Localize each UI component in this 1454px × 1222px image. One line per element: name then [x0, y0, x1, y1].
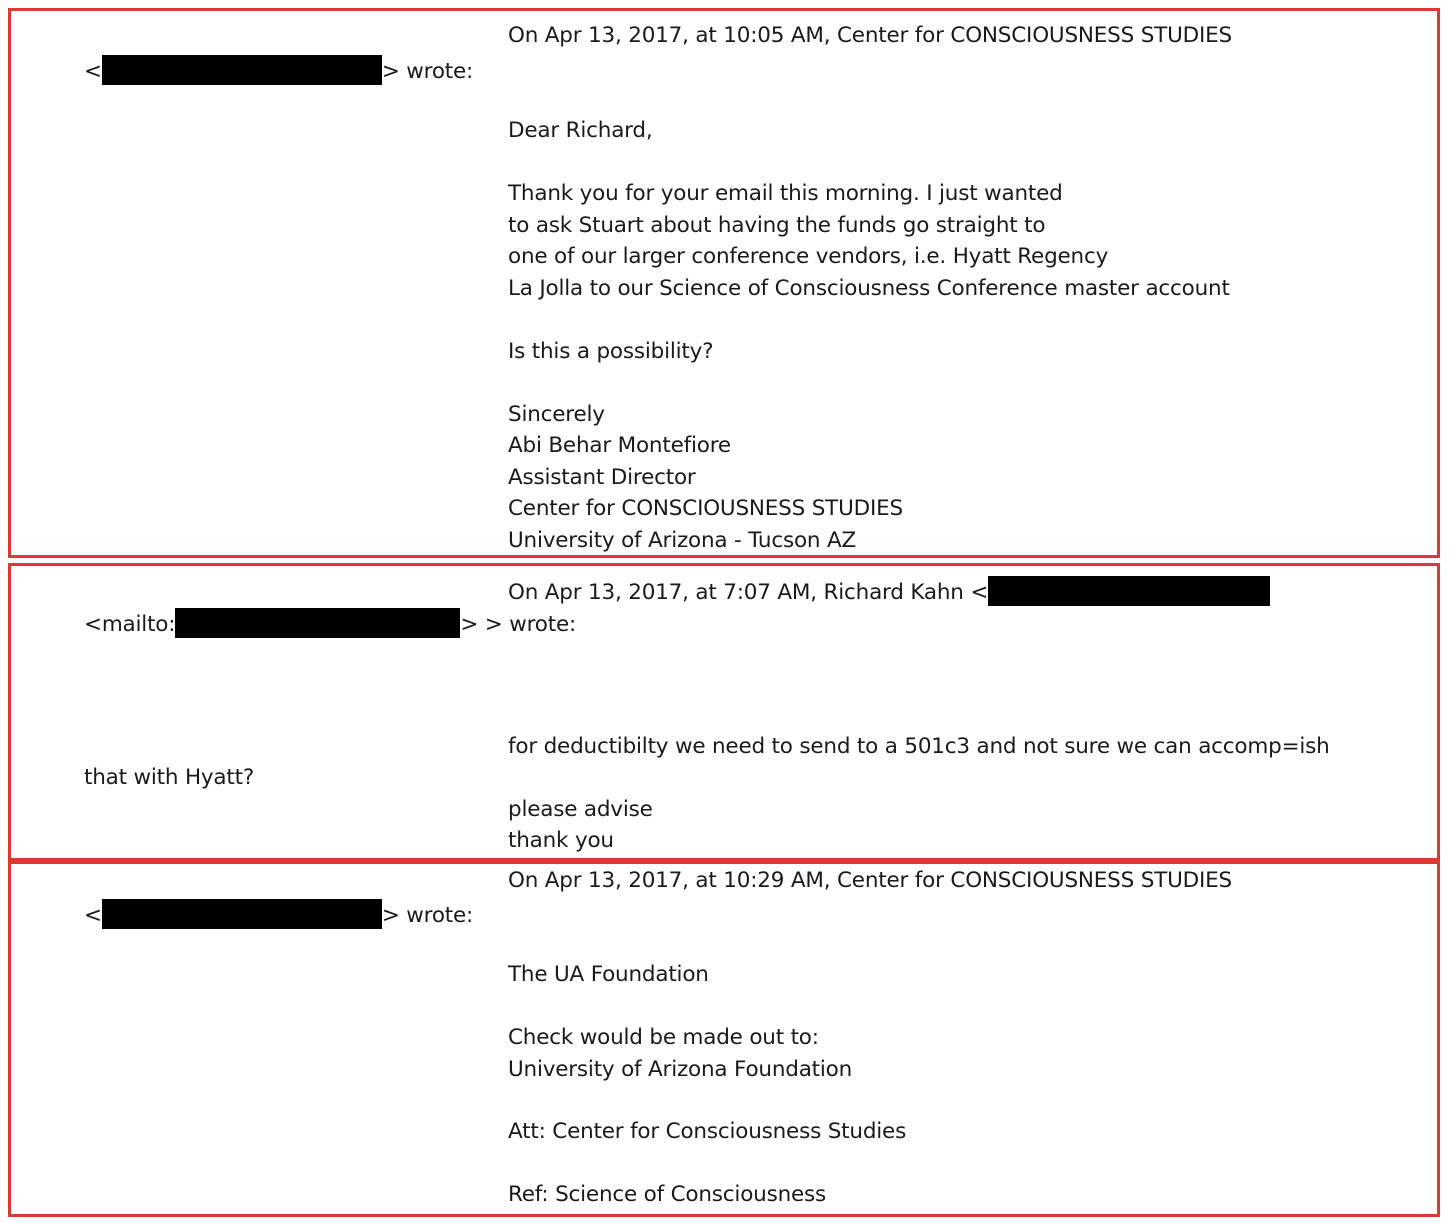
email1-signature-line: Center for CONSCIOUSNESS STUDIES: [508, 496, 903, 521]
email3-sender-open: <: [84, 903, 102, 928]
redaction-bar: [102, 899, 382, 929]
email1-sender-close: > wrote:: [381, 59, 474, 84]
email2-header-text: On Apr 13, 2017, at 7:07 AM, Richard Kahn <: [508, 580, 989, 605]
email2-closing-line: please advise: [508, 797, 653, 822]
email1-signature-line: Abi Behar Montefiore: [508, 433, 731, 458]
email2-header: [508, 578, 1270, 608]
email2-closing-line: thank you: [508, 828, 614, 853]
redaction-bar: [988, 576, 1270, 606]
email2-mailto-close: > > wrote:: [460, 612, 577, 637]
email1-sender-open: <: [84, 59, 102, 84]
email3-sender-close: > wrote:: [381, 903, 474, 928]
email1-sender-line: [84, 57, 473, 87]
redaction-bar: [175, 608, 460, 638]
email2-mailto-line: [84, 610, 576, 640]
email3-attention: Att: Center for Consciousness Studies: [508, 1119, 907, 1144]
email2-mailto-open: <mailto:: [84, 612, 176, 637]
email1-header: On Apr 13, 2017, at 10:05 AM, Center for CONSCIOUSNESS STUDIES: [508, 23, 1232, 48]
email1-body-line: one of our larger conference vendors, i.e. Hyatt Regency: [508, 244, 1109, 269]
email3-org: The UA Foundation: [508, 962, 709, 987]
email3-check-intro: Check would be made out to:: [508, 1025, 819, 1050]
email1-question: Is this a possibility?: [508, 339, 714, 364]
email1-signature-line: Sincerely: [508, 402, 605, 427]
email2-body-wrap: that with Hyatt?: [84, 765, 255, 790]
email3-sender-line: [84, 901, 473, 931]
email1-body-line: La Jolla to our Science of Consciousness Conference master account: [508, 276, 1230, 301]
email1-body-line: Thank you for your email this morning. I just wanted: [508, 181, 1063, 206]
email1-signature-line: University of Arizona - Tucson AZ: [508, 528, 857, 553]
email3-reference: Ref: Science of Consciousness: [508, 1182, 827, 1207]
email3-header: On Apr 13, 2017, at 10:29 AM, Center for CONSCIOUSNESS STUDIES: [508, 868, 1232, 893]
redaction-bar: [102, 55, 382, 85]
email1-signature-line: Assistant Director: [508, 465, 696, 490]
email2-body-line: for deductibilty we need to send to a 501c3 and not sure we can accomp=ish: [508, 734, 1330, 759]
email3-payee: University of Arizona Foundation: [508, 1057, 853, 1082]
email1-greeting: Dear Richard,: [508, 118, 653, 143]
email1-body-line: to ask Stuart about having the funds go straight to: [508, 213, 1046, 238]
